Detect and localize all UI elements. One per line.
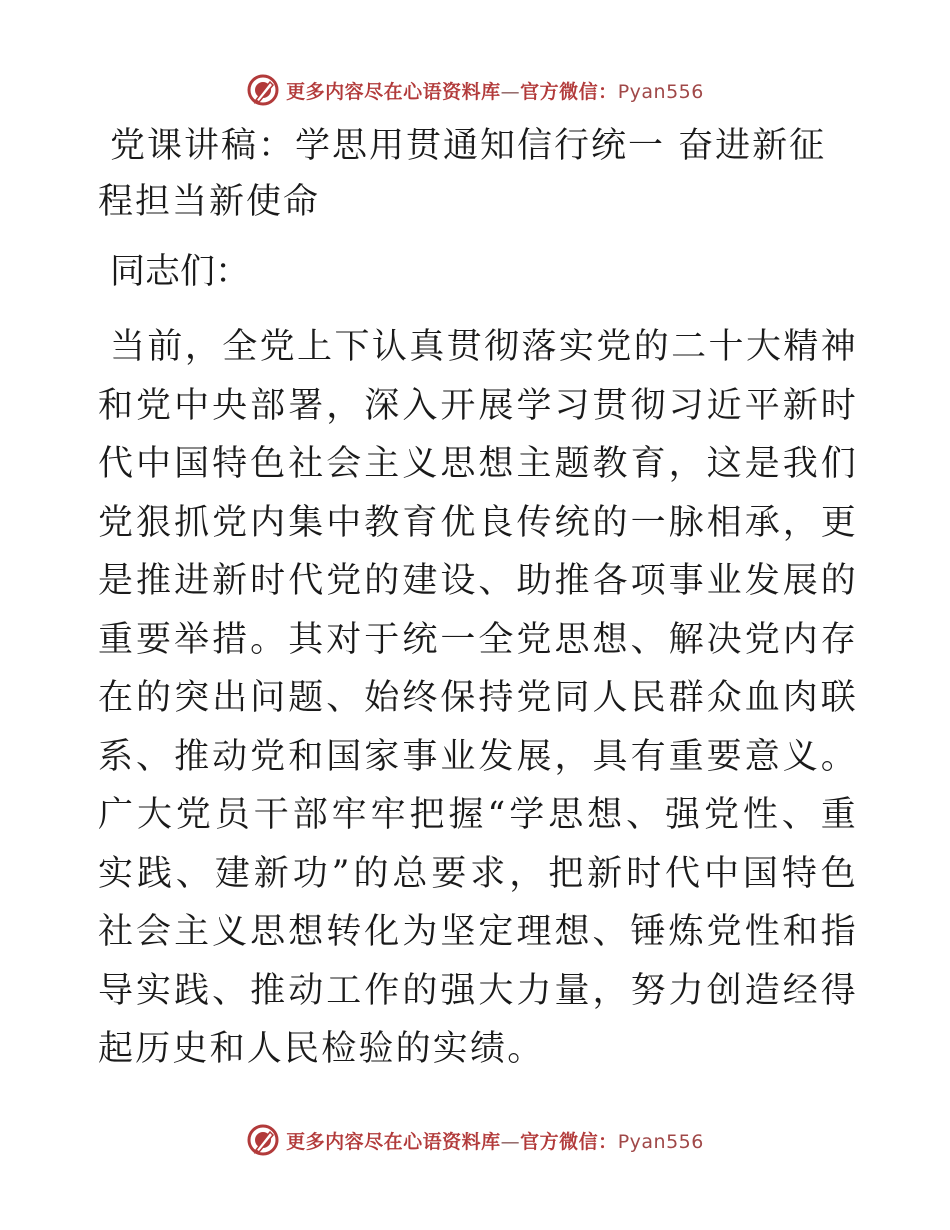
banner-text	[286, 1127, 704, 1154]
document-title: 党课讲稿：学思用贯通知信行统一 奋进新征程担当新使命	[98, 126, 827, 222]
banner-text	[286, 77, 704, 104]
footer-banner	[0, 1120, 950, 1160]
pen-logo-icon	[246, 1123, 280, 1157]
header-banner	[0, 70, 950, 110]
wechat-id: Pyan556	[617, 80, 704, 103]
salutation: 同志们：	[110, 252, 251, 292]
wechat-label: 官方微信：	[520, 80, 618, 103]
wechat-id: Pyan556	[617, 1130, 704, 1153]
document-body	[98, 118, 858, 1079]
banner-separator: —	[500, 1130, 521, 1153]
banner-separator: —	[500, 80, 521, 103]
pen-logo-icon	[246, 73, 280, 107]
promo-text: 更多内容尽在心语资料库	[286, 80, 501, 103]
promo-text: 更多内容尽在心语资料库	[286, 1130, 501, 1153]
wechat-label: 官方微信：	[520, 1130, 618, 1153]
body-paragraph: 当前，全党上下认真贯彻落实党的二十大精神和党中央部署，深入开展学习贯彻习近平新时代中国特色社会主义思想主题教育，这是我们党狠抓党内集中教育优良传统的一脉相承，更是推进新时代党的建设、助推各项事业发展的重要举措。其对于统一全党思想、解决党内存在的突出问题、始终保持党同人民群众血肉联系、推动党和国家事业发展，具有重要意义。广大党员干部牢牢把握“学思想、强党性、重实践、建新功”的总要求，把新时代中国特色社会主义思想转化为坚定理想、锤炼党性和指导实践、推动工作的强大力量，努力创造经得起历史和人民检验的实绩。	[98, 327, 858, 1069]
